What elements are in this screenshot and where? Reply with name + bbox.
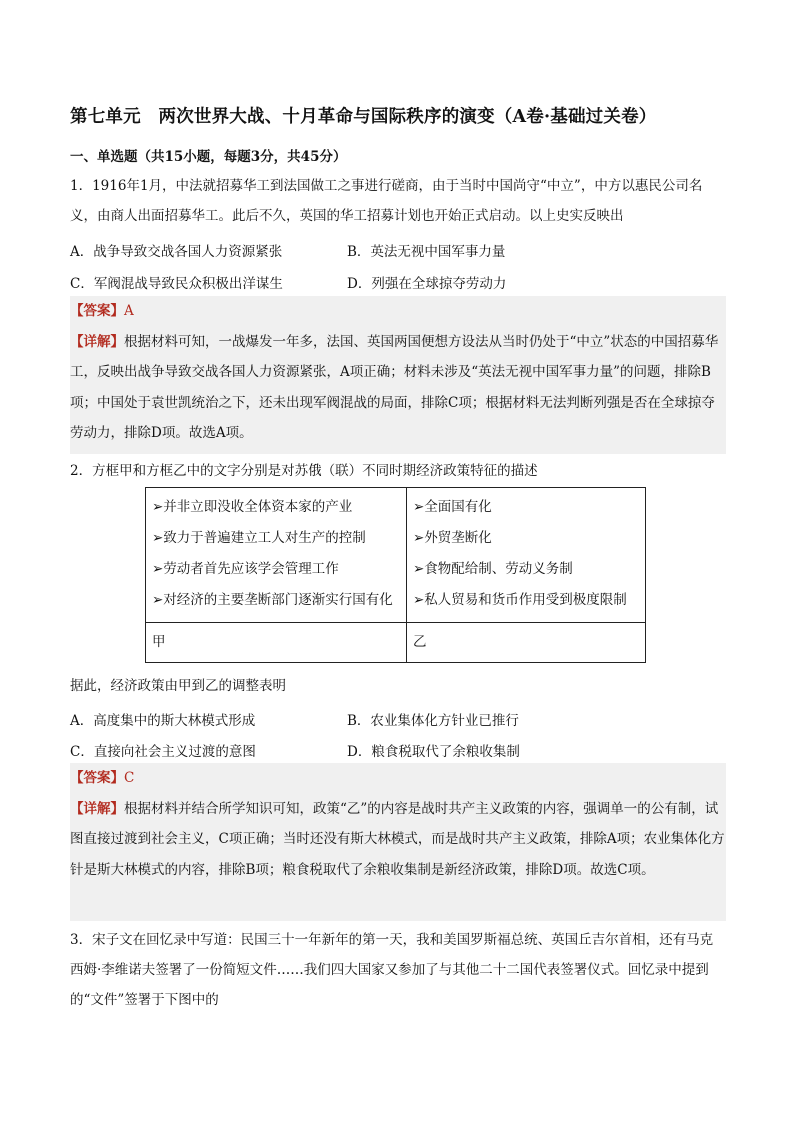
q2-option-a: A．高度集中的斯大林模式形成 [70,713,256,729]
q3-stem: 3．宋子文在回忆录中写道：民国三十一年新年的第一天，我和美国罗斯福总统、英国丘吉尔首相，还有马克西姆·李维诺夫签署了一份简短文件……我们四大国家又参加了与其他二十二国代表签署仪式。回忆录中提到的“文件”签署于下图中的 [70,932,714,1008]
jia-item: ➢对经济的主要垄断部门逐渐实行国有化 [152,592,393,608]
q2-option-d: D．粮食税取代了余粮收集制 [347,744,520,760]
q2-detail [70,794,726,886]
q1-answer-value: A [124,303,134,319]
q1-option-d: D．列强在全球掠夺劳动力 [347,276,507,292]
q2-option-b: B．农业集体化方针业已推行 [347,713,519,729]
q2-answer-block [70,763,726,921]
q1-answer-label: 【答案】 [70,303,124,319]
yi-item: ➢外贸垄断化 [413,530,492,546]
q1-option-a: A．战争导致交战各国人力资源紧张 [70,244,283,260]
q2-answer-value: C [124,770,135,786]
q1-stem: 1．1916年1月，中法就招募华工到法国做工之事进行磋商，由于当时中国尚守“中立”，中方以惠民公司名义，由商人出面招募华工。此后不久，英国的华工招募计划也开始正式启动。以上史实反映出 [70,178,703,224]
q1-answer [70,296,726,327]
yi-item: ➢全面国有化 [413,499,492,515]
q2-question: 据此，经济政策由甲到乙的调整表明 [70,678,286,694]
q2-answer [70,763,726,794]
q1-detail [70,327,726,449]
q1-option-c: C．军阀混战导致民众积极出洋谋生 [70,276,283,292]
jia-item: ➢劳动者首先应该学会管理工作 [152,561,339,577]
q2-stem: 2．方框甲和方框乙中的文字分别是对苏俄（联）不同时期经济政策特征的描述 [70,463,538,479]
yi-item: ➢私人贸易和货币作用受到极度限制 [413,592,627,608]
q2-detail-label: 【详解】 [70,800,124,817]
box-yi [407,488,645,622]
q2-detail-text: 根据材料并结合所学知识可知，政策“乙”的内容是战时共产主义政策的内容，强调单一的公有制，试图直接过渡到社会主义，C项正确；当时还没有斯大林模式，而是战时共产主义政策，排除A项；农业集体化方针是斯大林模式的内容，排除B项；粮食税取代了余粮收集制是新经济政策，排除D项。故选C项。 [70,800,725,878]
q1-option-b: B．英法无视中国军事力量 [347,244,506,260]
label-jia: 甲 [152,634,166,650]
q1-detail-label: 【详解】 [70,333,124,350]
q2-answer-label: 【答案】 [70,770,124,786]
jia-item: ➢致力于普遍建立工人对生产的控制 [152,530,366,546]
section-heading: 一、单选题（共15小题，每题3分，共45分） [70,149,347,165]
q2-policy-table [145,487,646,663]
yi-item: ➢食物配给制、劳动义务制 [413,561,573,577]
jia-item: ➢并非立即没收全体资本家的产业 [152,499,353,515]
q1-answer-block [70,296,726,454]
page-title: 第七单元 两次世界大战、十月革命与国际秩序的演变（A卷·基础过关卷） [70,107,657,127]
q1-detail-text: 根据材料可知，一战爆发一年多，法国、英国两国便想方设法从当时仍处于“中立”状态的中国招募华工，反映出战争导致交战各国人力资源紧张，A项正确；材料未涉及“英法无视中国军事力量”的问题，排除B项；中国处于袁世凯统治之下，还未出现军阀混战的局面，排除C项；根据材料无法判断列强是否在全球掠夺劳动力，排除D项。故选A项。 [70,333,719,441]
q2-option-c: C．直接向社会主义过渡的意图 [70,744,256,760]
box-jia [146,488,406,622]
label-yi: 乙 [413,634,427,650]
